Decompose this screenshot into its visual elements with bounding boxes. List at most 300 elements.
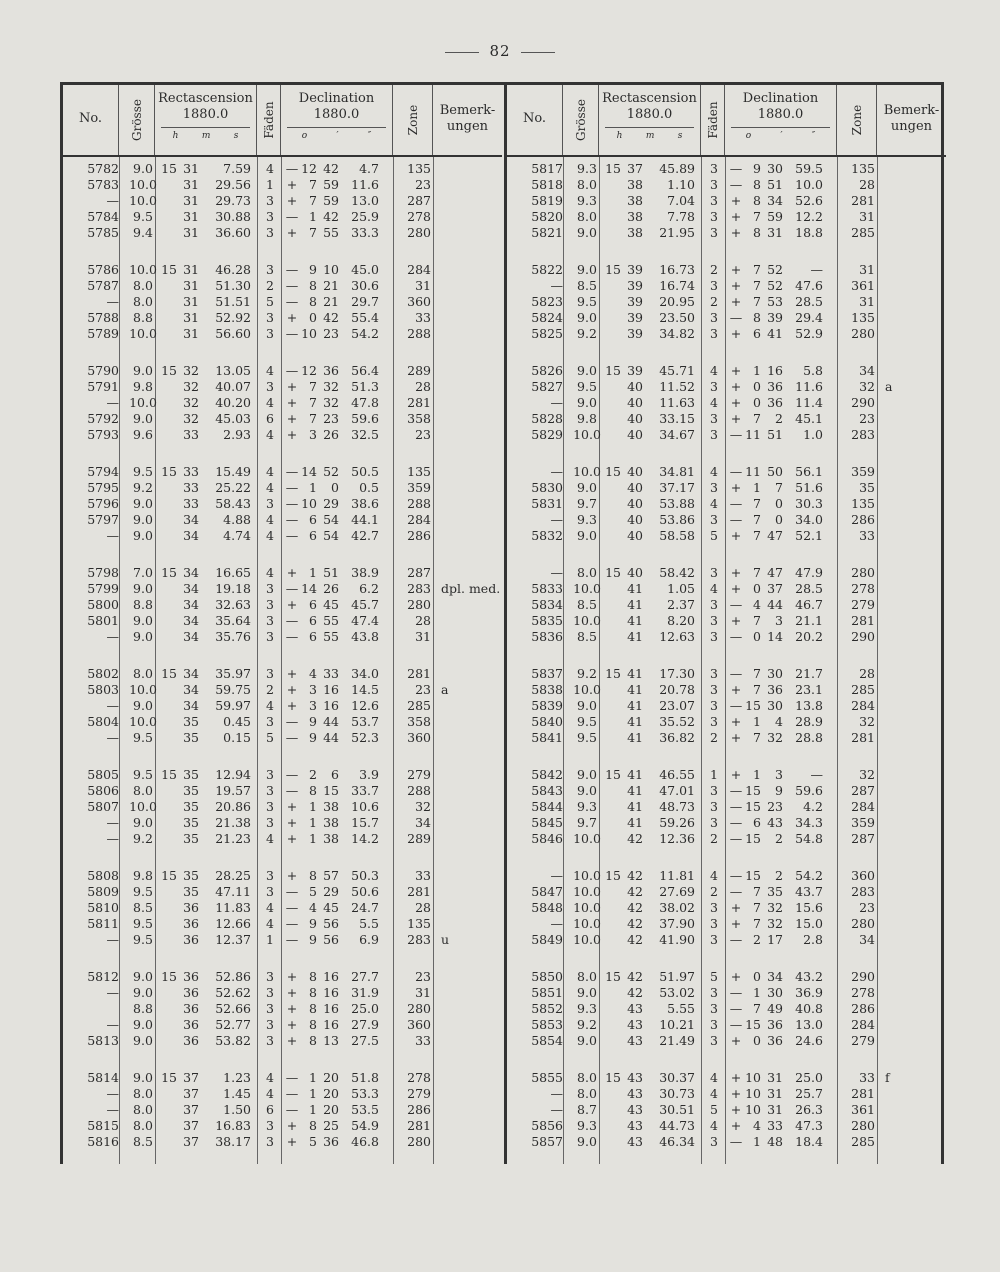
dec-sign: — [729, 512, 743, 527]
magnitude: 10.0 [573, 581, 601, 596]
dec-minutes: 47 [767, 528, 783, 543]
dec-degrees: 1 [309, 1102, 317, 1117]
table-row [507, 1134, 946, 1150]
header-groesse-label: Grösse [573, 99, 588, 141]
magnitude: 10.0 [573, 613, 601, 628]
ra-minutes: 38 [627, 209, 643, 224]
dec-minutes: 20 [323, 1086, 339, 1101]
star-number: 5799 [87, 581, 119, 596]
dec-minutes: 17 [767, 932, 783, 947]
header-bemerkungen [877, 85, 946, 155]
star-number: 5792 [87, 411, 119, 426]
dec-sign: + [286, 868, 298, 883]
magnitude: 9.5 [133, 209, 153, 224]
star-number: 5810 [87, 900, 119, 915]
ra-seconds: 52.66 [215, 1001, 251, 1016]
dec-degrees: 6 [309, 512, 317, 527]
ra-minutes: 42 [627, 868, 643, 883]
threads-count: 3 [266, 310, 274, 325]
star-number: 5835 [531, 613, 563, 628]
star-number: 5836 [531, 629, 563, 644]
dec-degrees: 8 [753, 310, 761, 325]
dec-degrees: 8 [309, 783, 317, 798]
dec-sign: — [285, 613, 299, 628]
dec-degrees: 7 [309, 379, 317, 394]
ra-seconds: 21.23 [215, 831, 251, 846]
dec-seconds: 6.9 [359, 932, 379, 947]
ra-seconds: 34.67 [659, 427, 695, 442]
star-number: 5789 [87, 326, 119, 341]
ra-minutes: 41 [627, 581, 643, 596]
table-row [63, 496, 502, 512]
ra-seconds: 45.03 [215, 411, 251, 426]
threads-count: 3 [266, 326, 274, 341]
ra-seconds: 2.37 [667, 597, 695, 612]
ra-units [161, 127, 250, 141]
ra-minutes: 31 [183, 326, 199, 341]
threads-count: 3 [710, 161, 718, 176]
threads-count: 1 [266, 932, 274, 947]
dec-units [287, 127, 386, 141]
dec-seconds: 5.5 [359, 916, 379, 931]
magnitude: 9.5 [133, 932, 153, 947]
dec-degrees: 8 [309, 1033, 317, 1048]
threads-count: 3 [710, 411, 718, 426]
star-number: 5834 [531, 597, 563, 612]
dec-sign: + [730, 900, 742, 915]
zone-number: 135 [851, 310, 875, 325]
zone-number: 28 [859, 177, 875, 192]
dec-seconds: 24.7 [351, 900, 379, 915]
zone-number: 34 [859, 363, 875, 378]
threads-count: 3 [710, 815, 718, 830]
header-faeden [701, 85, 725, 155]
dec-degrees: 15 [745, 1017, 761, 1032]
zone-number: 284 [851, 1017, 875, 1032]
dec-sign: + [730, 379, 742, 394]
header-no [63, 85, 119, 155]
ra-unit-h: h [172, 131, 179, 141]
zone-number: 286 [407, 528, 431, 543]
dec-sign: + [730, 528, 742, 543]
zone-number: 31 [415, 278, 431, 293]
ra-seconds: 35.76 [215, 629, 251, 644]
ra-seconds: 1.45 [223, 1086, 251, 1101]
star-number: 5808 [87, 868, 119, 883]
ra-seconds: 30.88 [215, 209, 251, 224]
ra-hours: 15 [605, 262, 621, 277]
star-number: 5795 [87, 480, 119, 495]
ra-minutes: 43 [627, 1086, 643, 1101]
dec-degrees: 7 [753, 682, 761, 697]
dec-sign: — [729, 815, 743, 830]
star-number: 5787 [87, 278, 119, 293]
dec-sign: + [286, 193, 298, 208]
dec-sign: + [286, 225, 298, 240]
dec-sign: — [729, 1134, 743, 1149]
threads-count: 3 [710, 326, 718, 341]
dec-minutes: 59 [323, 177, 339, 192]
dec-minutes: 10 [323, 262, 339, 277]
magnitude: 9.0 [577, 225, 597, 240]
ra-seconds: 11.81 [659, 868, 695, 883]
table-row [507, 395, 946, 411]
magnitude: 9.0 [577, 395, 597, 410]
ra-minutes: 36 [183, 1017, 199, 1032]
ra-seconds: 29.56 [215, 177, 251, 192]
dec-minutes: 26 [323, 581, 339, 596]
star-number: — [106, 528, 119, 543]
magnitude: 8.5 [133, 1134, 153, 1149]
dec-degrees: 10 [745, 1102, 761, 1117]
table-row [507, 209, 946, 225]
header-bem-label [877, 103, 946, 135]
zone-number: 281 [851, 1086, 875, 1101]
star-number: 5815 [87, 1118, 119, 1133]
dec-degrees: 15 [745, 799, 761, 814]
dec-degrees: 11 [745, 464, 761, 479]
dec-minutes: 39 [767, 310, 783, 325]
dec-seconds: 53.5 [351, 1102, 379, 1117]
star-number: 5842 [531, 767, 563, 782]
row-group [63, 363, 502, 443]
dec-minutes: 52 [323, 464, 339, 479]
dec-unit-sec: ″ [811, 131, 816, 141]
dec-minutes: 41 [767, 326, 783, 341]
dec-degrees: 9 [309, 916, 317, 931]
header-zone-label: Zone [405, 104, 420, 136]
dec-minutes: 45 [323, 597, 339, 612]
threads-count: 3 [266, 496, 274, 511]
ra-seconds: 53.82 [215, 1033, 251, 1048]
header-rectascension [599, 85, 701, 155]
table-row [63, 161, 502, 177]
table-row [507, 831, 946, 847]
zone-number: 359 [851, 464, 875, 479]
zone-number: 287 [407, 565, 431, 580]
zone-number: 359 [851, 815, 875, 830]
ra-minutes: 36 [183, 1033, 199, 1048]
ra-minutes: 31 [183, 209, 199, 224]
ra-seconds: 23.07 [659, 698, 695, 713]
dec-minutes: 13 [323, 1033, 339, 1048]
zone-number: 360 [407, 1017, 431, 1032]
dec-minutes: 55 [323, 629, 339, 644]
zone-number: 287 [851, 783, 875, 798]
zone-number: 23 [415, 177, 431, 192]
zone-number: 284 [407, 512, 431, 527]
ra-seconds: 33.15 [659, 411, 695, 426]
zone-number: 285 [407, 698, 431, 713]
threads-count: 3 [266, 1017, 274, 1032]
dec-degrees: 7 [753, 262, 761, 277]
ra-seconds: 38.17 [215, 1134, 251, 1149]
star-number: 5801 [87, 613, 119, 628]
ra-minutes: 43 [627, 1017, 643, 1032]
dec-sign: — [285, 262, 299, 277]
ra-minutes: 37 [627, 161, 643, 176]
remark: a [885, 379, 893, 394]
dec-minutes: 31 [767, 1070, 783, 1085]
ra-minutes: 35 [183, 868, 199, 883]
dec-degrees: 8 [309, 969, 317, 984]
threads-count: 3 [266, 379, 274, 394]
dec-minutes: 4 [775, 714, 783, 729]
dec-minutes: 54 [323, 528, 339, 543]
magnitude: 10.0 [129, 177, 157, 192]
ra-seconds: 30.73 [659, 1086, 695, 1101]
table-row [507, 512, 946, 528]
magnitude: 9.0 [133, 581, 153, 596]
ra-minutes: 40 [627, 411, 643, 426]
ra-minutes: 33 [183, 496, 199, 511]
ra-hours: 15 [161, 464, 177, 479]
header-zone [837, 85, 877, 155]
dec-minutes: 30 [767, 698, 783, 713]
dec-minutes: 38 [323, 799, 339, 814]
ra-minutes: 31 [183, 177, 199, 192]
ra-minutes: 36 [183, 1001, 199, 1016]
threads-count: 3 [266, 799, 274, 814]
table-row [63, 714, 502, 730]
dec-degrees: 1 [309, 831, 317, 846]
star-number: 5851 [531, 985, 563, 1000]
dec-minutes: 36 [767, 1033, 783, 1048]
zone-number: 280 [851, 565, 875, 580]
zone-number: 278 [407, 209, 431, 224]
zone-number: 281 [407, 884, 431, 899]
ra-seconds: 46.55 [659, 767, 695, 782]
ra-minutes: 41 [627, 783, 643, 798]
dec-degrees: 10 [745, 1086, 761, 1101]
table-row [63, 326, 502, 342]
dec-degrees: 0 [753, 969, 761, 984]
threads-count: 3 [710, 1001, 718, 1016]
dec-minutes: 0 [775, 512, 783, 527]
star-number: — [106, 831, 119, 846]
dec-degrees: 1 [309, 799, 317, 814]
star-number: 5806 [87, 783, 119, 798]
ra-hours: 15 [161, 161, 177, 176]
dec-minutes: 16 [323, 985, 339, 1000]
threads-count: 3 [266, 225, 274, 240]
threads-count: 3 [266, 868, 274, 883]
dec-sign: — [285, 1102, 299, 1117]
magnitude: 9.2 [133, 480, 153, 495]
ra-minutes: 34 [183, 597, 199, 612]
star-number: 5827 [531, 379, 563, 394]
row-group [63, 969, 502, 1049]
dec-minutes: 32 [323, 379, 339, 394]
table-row [63, 1086, 502, 1102]
row-group [63, 565, 502, 645]
threads-count: 3 [710, 512, 718, 527]
dec-minutes: 29 [323, 496, 339, 511]
magnitude: 8.0 [133, 294, 153, 309]
threads-count: 4 [266, 161, 274, 176]
table-row [63, 1134, 502, 1150]
ra-seconds: 38.02 [659, 900, 695, 915]
threads-count: 3 [266, 209, 274, 224]
zone-number: 281 [407, 395, 431, 410]
ra-minutes: 36 [183, 985, 199, 1000]
magnitude: 10.0 [573, 682, 601, 697]
table-row [63, 682, 502, 698]
star-number: 5826 [531, 363, 563, 378]
star-number: — [550, 1086, 563, 1101]
page-number-text: 82 [489, 42, 511, 60]
dec-sign: — [285, 884, 299, 899]
header-no [507, 85, 563, 155]
table-row [507, 682, 946, 698]
table-row [507, 177, 946, 193]
ra-minutes: 34 [183, 613, 199, 628]
ra-seconds: 40.07 [215, 379, 251, 394]
ra-minutes: 31 [183, 193, 199, 208]
magnitude: 9.2 [577, 666, 597, 681]
dec-degrees: 1 [753, 767, 761, 782]
dec-degrees: 7 [753, 613, 761, 628]
star-number: 5813 [87, 1033, 119, 1048]
dec-degrees: 7 [753, 496, 761, 511]
ra-seconds: 51.30 [215, 278, 251, 293]
ra-seconds: 12.94 [215, 767, 251, 782]
ra-hours: 15 [161, 767, 177, 782]
ra-minutes: 33 [183, 464, 199, 479]
header-rectascension [155, 85, 257, 155]
magnitude: 9.0 [577, 363, 597, 378]
dec-degrees: 6 [753, 326, 761, 341]
zone-number: 135 [851, 496, 875, 511]
dec-sign: — [285, 916, 299, 931]
table-row [63, 294, 502, 310]
ra-minutes: 36 [183, 916, 199, 931]
dec-seconds: 52.9 [795, 326, 823, 341]
dec-seconds: 45.7 [351, 597, 379, 612]
ra-minutes: 31 [183, 310, 199, 325]
threads-count: 3 [710, 480, 718, 495]
table-row [63, 916, 502, 932]
star-number: — [550, 512, 563, 527]
ra-minutes: 40 [627, 512, 643, 527]
dec-sign: — [729, 884, 743, 899]
dec-degrees: 1 [753, 480, 761, 495]
dec-minutes: 36 [767, 395, 783, 410]
star-number: — [106, 730, 119, 745]
ra-minutes: 42 [627, 985, 643, 1000]
zone-number: 281 [851, 193, 875, 208]
dec-sign: + [286, 1118, 298, 1133]
dec-seconds: 42.7 [351, 528, 379, 543]
zone-number: 288 [407, 326, 431, 341]
ra-minutes: 35 [183, 767, 199, 782]
threads-count: 4 [266, 916, 274, 931]
magnitude: 8.0 [577, 177, 597, 192]
table-row [507, 1086, 946, 1102]
dec-degrees: 3 [309, 427, 317, 442]
magnitude: 9.0 [133, 161, 153, 176]
dec-degrees: 1 [309, 815, 317, 830]
zone-number: 280 [851, 916, 875, 931]
table-row [63, 310, 502, 326]
zone-number: 287 [407, 193, 431, 208]
dec-seconds: 26.3 [795, 1102, 823, 1117]
ra-hours: 15 [605, 666, 621, 681]
ra-minutes: 34 [183, 512, 199, 527]
star-number: 5824 [531, 310, 563, 325]
ra-hours: 15 [605, 363, 621, 378]
row-group [507, 464, 946, 544]
magnitude: 9.0 [133, 411, 153, 426]
dec-units [731, 127, 830, 141]
zone-number: 31 [415, 629, 431, 644]
table-row [507, 363, 946, 379]
star-number: 5800 [87, 597, 119, 612]
magnitude: 10.0 [129, 193, 157, 208]
dec-sign: — [285, 161, 299, 176]
star-number: 5797 [87, 512, 119, 527]
threads-count: 5 [710, 528, 718, 543]
dec-sign: + [286, 177, 298, 192]
magnitude: 8.0 [133, 278, 153, 293]
threads-count: 3 [710, 193, 718, 208]
magnitude: 9.3 [577, 512, 597, 527]
dec-sign: — [729, 868, 743, 883]
zone-number: 289 [407, 363, 431, 378]
zone-number: 283 [407, 581, 431, 596]
magnitude: 9.0 [133, 815, 153, 830]
dec-degrees: 11 [745, 427, 761, 442]
table-row [63, 666, 502, 682]
bem-line-2: ungen [890, 119, 933, 134]
zone-number: 360 [407, 294, 431, 309]
dec-seconds: 23.1 [795, 682, 823, 697]
dec-sign: + [286, 411, 298, 426]
star-number: 5853 [531, 1017, 563, 1032]
threads-count: 3 [710, 666, 718, 681]
dec-sign: + [286, 815, 298, 830]
header-groesse-label: Grösse [129, 99, 144, 141]
dec-degrees: 8 [309, 1001, 317, 1016]
magnitude: 9.0 [133, 969, 153, 984]
ra-seconds: 51.97 [659, 969, 695, 984]
dec-minutes: 26 [323, 427, 339, 442]
dec-degrees: 7 [753, 916, 761, 931]
star-number: — [550, 395, 563, 410]
ra-seconds: 16.83 [215, 1118, 251, 1133]
star-number: 5786 [87, 262, 119, 277]
magnitude: 9.3 [577, 1118, 597, 1133]
table-left-half [63, 85, 502, 1164]
table-row [507, 783, 946, 799]
dec-seconds: 3.9 [359, 767, 379, 782]
dec-sign: — [729, 666, 743, 681]
zone-number: 135 [407, 464, 431, 479]
dec-degrees: 4 [753, 1118, 761, 1133]
ra-seconds: 45.71 [659, 363, 695, 378]
table-right-half [504, 85, 946, 1164]
dec-minutes: 21 [323, 294, 339, 309]
ra-seconds: 58.58 [659, 528, 695, 543]
dec-seconds: 47.3 [795, 1118, 823, 1133]
dec-seconds: 20.2 [795, 629, 823, 644]
ra-minutes: 42 [627, 916, 643, 931]
ra-minutes: 39 [627, 262, 643, 277]
table-row [507, 581, 946, 597]
dec-seconds: 15.6 [795, 900, 823, 915]
ra-seconds: 8.20 [667, 613, 695, 628]
star-number: — [550, 1102, 563, 1117]
